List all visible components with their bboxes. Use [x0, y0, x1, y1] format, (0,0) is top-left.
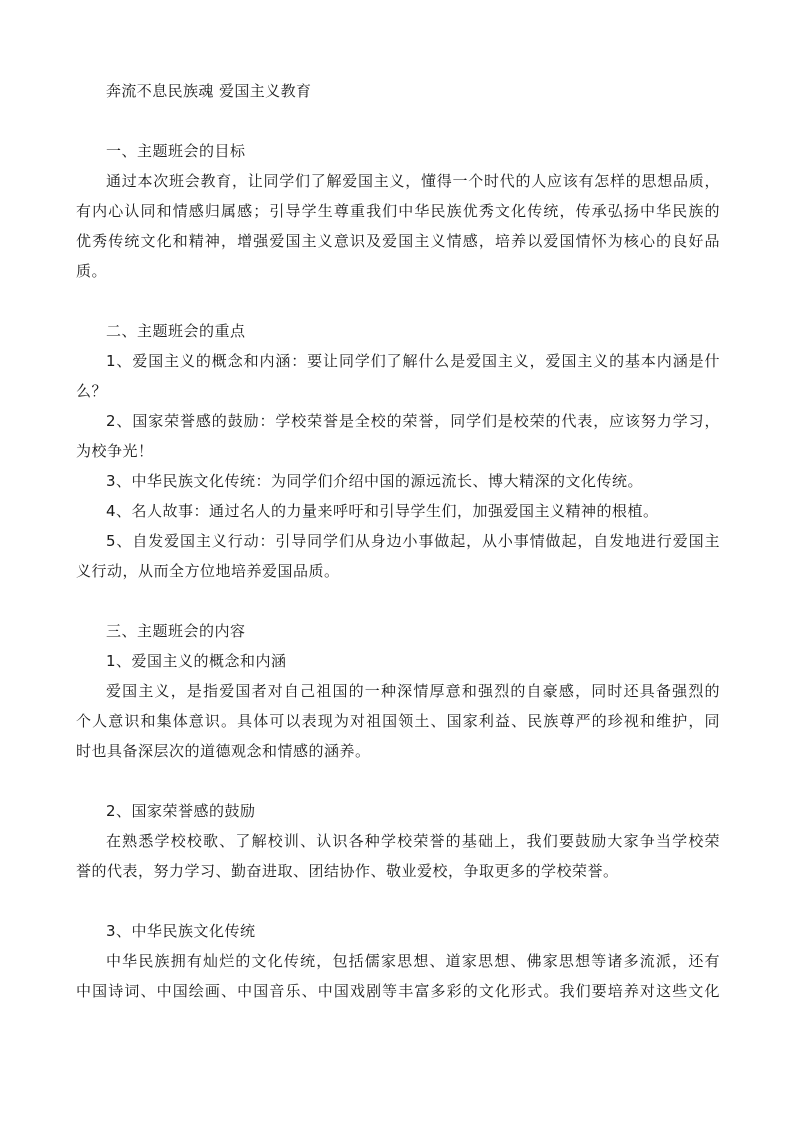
document-body — [76, 76, 720, 1006]
section2-item2-line: 2、国家荣誉感的鼓励：学校荣誉是全校的荣誉，同学们是校荣的代表，应该努力学习， — [106, 412, 720, 430]
section2-item1-line: 么？ — [76, 382, 108, 400]
section3-sub2-heading: 2、国家荣誉感的鼓励 — [106, 802, 256, 820]
spacer — [76, 286, 720, 316]
section1-heading: 一、主题班会的目标 — [106, 142, 246, 160]
spacer — [76, 766, 720, 796]
section2-heading: 二、主题班会的重点 — [106, 322, 246, 340]
section2-item5-line: 5、自发爱国主义行动：引导同学们从身边小事做起，从小事情做起，自发地进行爱国主 — [106, 532, 720, 550]
section2-item4: 4、名人故事：通过名人的力量来呼吁和引导学生们，加强爱国主义精神的根植。 — [106, 502, 659, 520]
section1-para-line: 优秀传统文化和精神，增强爱国主义意识及爱国主义情感，培养以爱国情怀为核心的良好品 — [76, 232, 720, 250]
section3-sub1-para-line: 时也具备深层次的道德观念和情感的涵养。 — [76, 742, 371, 760]
section1-para-line: 有内心认同和情感归属感；引导学生尊重我们中华民族优秀文化传统，传承弘扬中华民族的 — [76, 202, 720, 220]
spacer — [76, 586, 720, 616]
section2-item1-line: 1、爱国主义的概念和内涵：要让同学们了解什么是爱国主义，爱国主义的基本内涵是什 — [106, 352, 720, 370]
section3-sub1-heading: 1、爱国主义的概念和内涵 — [106, 652, 287, 670]
section2-item5-line: 义行动，从而全方位地培养爱国品质。 — [76, 562, 340, 580]
section3-sub2-para-line: 誉的代表，努力学习、勤奋进取、团结协作、敬业爱校，争取更多的学校荣誉。 — [76, 862, 619, 880]
section3-sub3-para-line: 中华民族拥有灿烂的文化传统，包括儒家思想、道家思想、佛家思想等诸多流派，还有 — [106, 952, 720, 970]
section1-para-line: 质。 — [76, 262, 108, 280]
spacer — [76, 106, 720, 136]
section3-sub1-para-line: 爱国主义，是指爱国者对自己祖国的一种深情厚意和强烈的自豪感，同时还具备强烈的 — [106, 682, 720, 700]
section3-sub3-heading: 3、中华民族文化传统 — [106, 922, 256, 940]
section1-para-line: 通过本次班会教育，让同学们了解爱国主义，懂得一个时代的人应该有怎样的思想品质， — [106, 172, 720, 190]
section3-sub2-para-line: 在熟悉学校校歌、了解校训、认识各种学校荣誉的基础上，我们要鼓励大家争当学校荣 — [106, 832, 720, 850]
spacer — [76, 886, 720, 916]
section3-heading: 三、主题班会的内容 — [106, 622, 246, 640]
document-title: 奔流不息民族魂 爱国主义教育 — [106, 82, 312, 100]
section2-item3: 3、中华民族文化传统：为同学们介绍中国的源远流长、博大精深的文化传统。 — [106, 472, 644, 490]
section3-sub3-para-line: 中国诗词、中国绘画、中国音乐、中国戏剧等丰富多彩的文化形式。我们要培养对这些文化 — [76, 982, 720, 1000]
section3-sub1-para-line: 个人意识和集体意识。具体可以表现为对祖国领土、国家利益、民族尊严的珍视和维护，同 — [76, 712, 720, 730]
section2-item2-line: 为校争光！ — [76, 442, 154, 460]
